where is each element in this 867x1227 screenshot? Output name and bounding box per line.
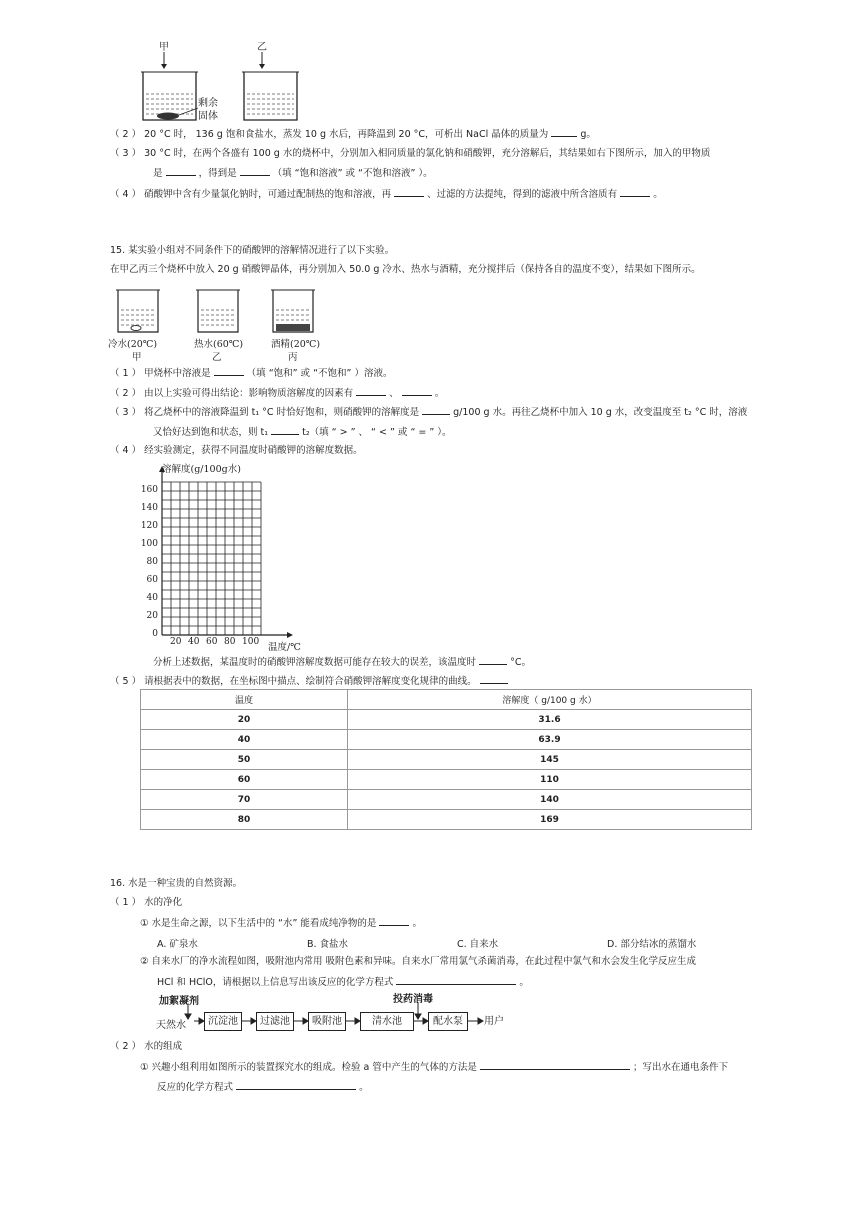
option-c[interactable]: C. 自来水 <box>457 939 499 950</box>
table-row <box>141 710 752 730</box>
flow-add-disinfect: 投药消毒 <box>393 994 433 1005</box>
q15-analysis <box>153 655 531 669</box>
table-row <box>141 730 752 750</box>
water-treatment-flow <box>150 990 520 1035</box>
q15-part2-text-c: 。 <box>434 388 445 399</box>
q16-section1: （ 1 ） 水的净化 <box>110 897 183 908</box>
q16-s2-q1-end: 。 <box>359 1082 369 1093</box>
q15-part2-text-a: （ 2 ） 由以上实验可得出结论：影响物质溶解度的因素有 <box>110 388 354 399</box>
answer-blank[interactable] <box>271 425 299 435</box>
q16-s1-q1-end: 。 <box>412 918 422 929</box>
table-cell: 169 <box>348 810 752 830</box>
three-beakers-drawing <box>108 286 328 336</box>
q15-part3-text-d: t₂（填 “ > ” 、 “ < ” 或 “ = ” ）。 <box>302 427 452 438</box>
solubility-table <box>140 689 752 830</box>
answer-blank[interactable] <box>166 166 196 176</box>
q14-part3-text-a: 是 <box>153 168 163 179</box>
answer-blank[interactable] <box>422 405 450 415</box>
y-tick-label: 0 <box>152 629 158 639</box>
table-cell: 110 <box>348 770 752 790</box>
q16-s2-q1-text-b: ；写出水在通电条件下 <box>632 1062 728 1073</box>
table-header-row <box>141 690 752 710</box>
q15-part2 <box>110 386 444 400</box>
flow-box-filter: 过滤池 <box>256 1012 294 1031</box>
x-tick-label: 80 <box>224 637 236 647</box>
table-cell: 63.9 <box>348 730 752 750</box>
q14-part2-unit: g。 <box>580 129 596 140</box>
y-tick-label: 80 <box>146 557 158 567</box>
x-tick-label: 20 <box>170 637 182 647</box>
q16-s2-q1-line1 <box>140 1060 728 1074</box>
answer-blank[interactable] <box>236 1080 356 1090</box>
table-row <box>141 750 752 770</box>
beaker-name-yi: 乙 <box>212 352 222 363</box>
table-row <box>141 810 752 830</box>
q14-part4-text-b: 、过滤的方法提纯，得到的滤液中所含溶质有 <box>427 189 618 200</box>
table-row <box>141 790 752 810</box>
y-tick-label: 40 <box>146 593 158 603</box>
beaker-label-yi: 乙 <box>257 42 267 53</box>
table-row <box>141 770 752 790</box>
q14-part3-line1: （ 3 ） 30 °C 时，在两个各盛有 100 g 水的烧杯中，分别加入相同质量的氯化钠和硝酸钾，充分溶解后，其结果如右下图所示，加入的甲物质 <box>110 148 711 159</box>
q16-s2-q1-text: ① 兴趣小组利用如图所示的装置探究水的组成。检验 a 管中产生的气体的方法是 <box>140 1062 477 1073</box>
y-tick-label: 140 <box>140 503 158 513</box>
beaker-name-jia: 甲 <box>132 352 142 363</box>
q16-s2-q1-line2 <box>157 1080 369 1094</box>
beaker-label-jia: 甲 <box>159 42 169 53</box>
q15-analysis-unit: °C。 <box>510 657 531 668</box>
answer-blank[interactable] <box>396 975 516 985</box>
q15-part4: （ 4 ） 经实验测定，获得不同温度时硝酸钾的溶解度数据。 <box>110 445 363 456</box>
q15-part1 <box>110 366 392 380</box>
q16-s1-q2-line1: ② 自来水厂的净水流程如图，吸附池内常用 吸附色素和异味。自来水厂常用氯气杀菌消毒，在此过程中氯气和水会发生化学反应生成 <box>140 956 697 967</box>
q16-s1-q2-text: HCl 和 HClO，请根据以上信息写出该反应的化学方程式 <box>157 977 394 988</box>
q15-part5 <box>110 674 508 688</box>
q15-part2-text-b: 、 <box>389 388 399 399</box>
q14-part2-text: （ 2 ） 20 °C 时， 136 g 饱和食盐水，蒸发 10 g 水后，再降温到 20 °C，可析出 NaCl 晶体的质量为 <box>110 129 549 140</box>
y-tick-label: 20 <box>146 611 158 621</box>
flow-box-adsorb: 吸附池 <box>308 1012 346 1031</box>
q15-part3-line1 <box>110 405 747 419</box>
q14-part3-line2 <box>153 166 433 180</box>
answer-blank[interactable] <box>214 366 244 376</box>
flow-box-sediment: 沉淀池 <box>204 1012 242 1031</box>
residue-label-2: 固体 <box>198 111 218 122</box>
q15-part1-text-a: （ 1 ） 甲烧杯中溶液是 <box>110 368 211 379</box>
table-cell: 40 <box>141 730 348 750</box>
residue-label-1: 剩余 <box>198 98 218 109</box>
flow-box-clear: 清水池 <box>360 1012 414 1031</box>
answer-blank[interactable] <box>551 127 577 137</box>
flow-add-coagulant: 加絮凝剂 <box>159 996 199 1007</box>
q14-part2 <box>110 127 596 141</box>
answer-blank[interactable] <box>394 187 424 197</box>
q15-part3-line2 <box>153 425 452 439</box>
q16-s1-q2-end: 。 <box>519 977 529 988</box>
q16-s2-q1-text-c: 反应的化学方程式 <box>157 1082 234 1093</box>
beaker-cond-yi: 热水(60℃) <box>194 339 244 350</box>
option-b[interactable]: B. 食盐水 <box>307 939 349 950</box>
grid-xlabel: 温度/℃ <box>268 642 301 653</box>
q15-title: 15. 某实验小组对不同条件下的硝酸钾的溶解情况进行了以下实验。 <box>110 245 395 256</box>
flow-end: 用户 <box>484 1016 504 1027</box>
q15-part3-text-b: g/100 g 水。再往乙烧杯中加入 10 g 水，改变温度至 t₂ °C 时，溶液 <box>453 407 748 418</box>
y-tick-label: 100 <box>140 539 158 549</box>
q15-intro: 在甲乙丙三个烧杯中放入 20 g 硝酸钾晶体，再分别加入 50.0 g 冷水、热水与酒精，充分搅拌后（保持各自的温度不变），结果如下图所示。 <box>110 264 701 275</box>
table-header-cell: 温度 <box>141 690 348 710</box>
q15-analysis-text: 分析上述数据，某温度时的硝酸钾溶解度数据可能存在较大的误差，该温度时 <box>153 657 477 668</box>
q15-part3-text-a: （ 3 ） 将乙烧杯中的溶液降温到 t₁ °C 时恰好饱和，则硝酸钾的溶解度是 <box>110 407 420 418</box>
q14-part4-text-a: （ 4 ） 硝酸钾中含有少量氯化钠时，可通过配制热的饱和溶液，再 <box>110 189 392 200</box>
table-cell: 20 <box>141 710 348 730</box>
y-tick-label: 120 <box>140 521 158 531</box>
x-tick-label: 40 <box>188 637 200 647</box>
q14-part4 <box>110 187 663 201</box>
answer-blank[interactable] <box>480 1060 630 1070</box>
q15-part1-text-b: （填 “饱和” 或 “不饱和” ）溶液。 <box>246 368 393 379</box>
x-axis-arrow <box>287 632 293 638</box>
option-a[interactable]: A. 矿泉水 <box>157 939 198 950</box>
answer-blank[interactable] <box>402 386 432 396</box>
q16-s1-q1 <box>140 916 422 930</box>
flow-arrows <box>150 990 520 1035</box>
beaker-name-bing: 丙 <box>288 352 298 363</box>
q14-part3-text-c: （填 “饱和溶液” 或 “不饱和溶液” ）。 <box>272 168 433 179</box>
answer-blank[interactable] <box>356 386 386 396</box>
q15-part5-text: （ 5 ） 请根据表中的数据，在坐标图中描点、绘制符合硝酸钾溶解度变化规律的曲线。 <box>110 676 477 687</box>
q15-beaker-figure <box>108 286 328 364</box>
solubility-grid-chart <box>120 457 320 653</box>
q14-part4-text-c: 。 <box>653 189 663 200</box>
flow-start: 天然水 <box>156 1020 186 1031</box>
table-cell: 80 <box>141 810 348 830</box>
answer-blank[interactable] <box>620 187 650 197</box>
x-tick-label: 60 <box>206 637 218 647</box>
x-tick-label: 100 <box>242 637 260 647</box>
answer-blank[interactable] <box>479 655 507 665</box>
q15-part3-text-c: 又恰好达到饱和状态，则 t₁ <box>153 427 269 438</box>
grid-ylabel: 溶解度(g/100g水) <box>162 464 241 475</box>
q16-s1-q1-text: ① 水是生命之源，以下生活中的 “水” 能看成纯净物的是 <box>140 918 377 929</box>
table-cell: 50 <box>141 750 348 770</box>
q16-s1-q2-line2 <box>157 975 529 989</box>
table-cell: 145 <box>348 750 752 770</box>
beaker-cond-jia: 冷水(20℃) <box>108 339 158 350</box>
y-tick-label: 160 <box>140 485 158 495</box>
beaker-cond-bing: 酒精(20℃) <box>271 339 321 350</box>
flow-box-pump: 配水泵 <box>428 1012 468 1031</box>
table-cell: 31.6 <box>348 710 752 730</box>
table-cell: 140 <box>348 790 752 810</box>
y-tick-label: 60 <box>146 575 158 585</box>
table-cell: 60 <box>141 770 348 790</box>
table-cell: 70 <box>141 790 348 810</box>
q16-title: 16. 水是一种宝贵的自然资源。 <box>110 878 243 889</box>
answer-blank[interactable] <box>240 166 270 176</box>
option-d[interactable]: D. 部分结冰的蒸馏水 <box>607 939 697 950</box>
table-header-cell: 溶解度（ g/100 g 水） <box>348 690 752 710</box>
q16-section2: （ 2 ） 水的组成 <box>110 1041 183 1052</box>
answer-blank[interactable] <box>480 674 508 684</box>
q14-beaker-figure <box>130 38 300 122</box>
answer-blank[interactable] <box>379 916 409 926</box>
q14-part3-text-b: ，得到是 <box>198 168 237 179</box>
